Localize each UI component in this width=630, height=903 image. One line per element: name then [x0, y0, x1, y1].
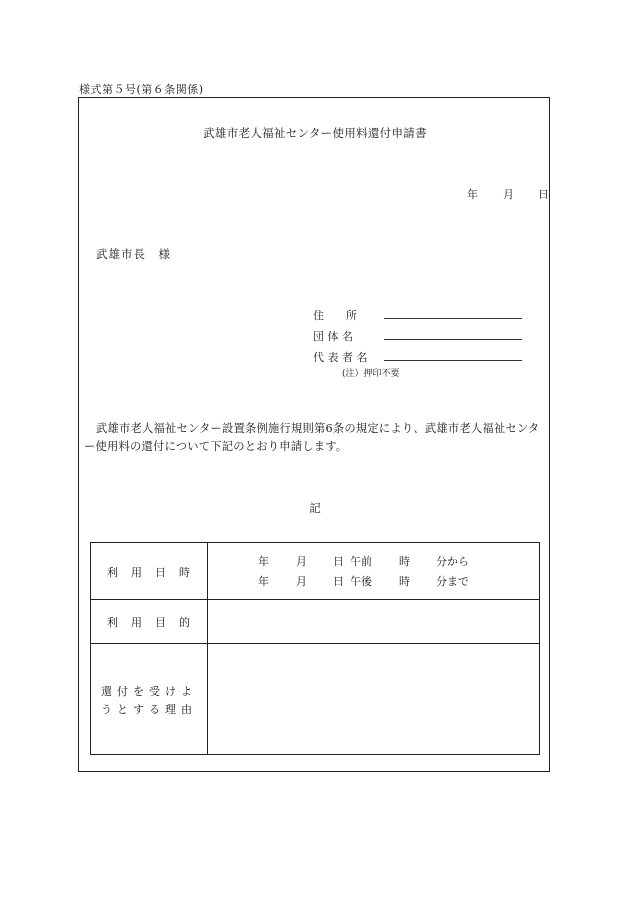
- end-minute-label: 分まで: [436, 575, 469, 588]
- date-month-label: 月: [503, 188, 514, 201]
- refund-reason-label: 還付を受けようとする理由: [101, 685, 197, 716]
- representative-field[interactable]: [384, 360, 522, 361]
- usage-purpose-label: 利 用 目 的: [107, 616, 191, 629]
- representative-row: [313, 349, 371, 365]
- end-ampm-label: 午後: [350, 575, 372, 588]
- form-title: 武雄市老人福祉センター使用料還付申請書: [203, 126, 427, 140]
- ki-heading: 記: [309, 501, 321, 515]
- usage-datetime-label: 利 用 日 時: [107, 566, 191, 579]
- start-minute-label: 分から: [436, 555, 469, 568]
- group-row: [313, 328, 371, 344]
- start-month-label: 月: [296, 555, 307, 568]
- start-year-label: 年: [258, 555, 269, 568]
- address-row: [313, 307, 371, 323]
- application-statement: 武雄市老人福祉センター設置条例施行規則第6条の規定により、武雄市老人福祉センター使用料の還付について下記のとおり申請します。: [84, 422, 540, 453]
- end-month-label: 月: [296, 575, 307, 588]
- end-day-label: 日: [333, 575, 344, 588]
- end-hour-label: 時: [399, 575, 410, 588]
- start-ampm-label: 午前: [350, 555, 372, 568]
- group-name-label: 団 体 名: [313, 330, 353, 343]
- table-row-divider: [91, 599, 539, 600]
- start-hour-label: 時: [399, 555, 410, 568]
- start-day-label: 日: [333, 555, 344, 568]
- end-year-label: 年: [258, 575, 269, 588]
- date-day-label: 日: [538, 188, 549, 201]
- date-year-label: 年: [467, 188, 478, 201]
- address-field[interactable]: [384, 318, 522, 319]
- address-label: 住 所: [313, 309, 357, 322]
- table-row-divider: [91, 643, 539, 644]
- details-table: [90, 542, 540, 755]
- seal-note: (注）押印不要: [342, 369, 400, 379]
- table-column-divider: [207, 543, 208, 754]
- group-name-field[interactable]: [384, 339, 522, 340]
- form-number: 様式第５号(第６条関係): [79, 83, 204, 96]
- addressee: 武雄市長 様: [96, 247, 171, 261]
- representative-label: 代 表 者 名: [313, 351, 368, 364]
